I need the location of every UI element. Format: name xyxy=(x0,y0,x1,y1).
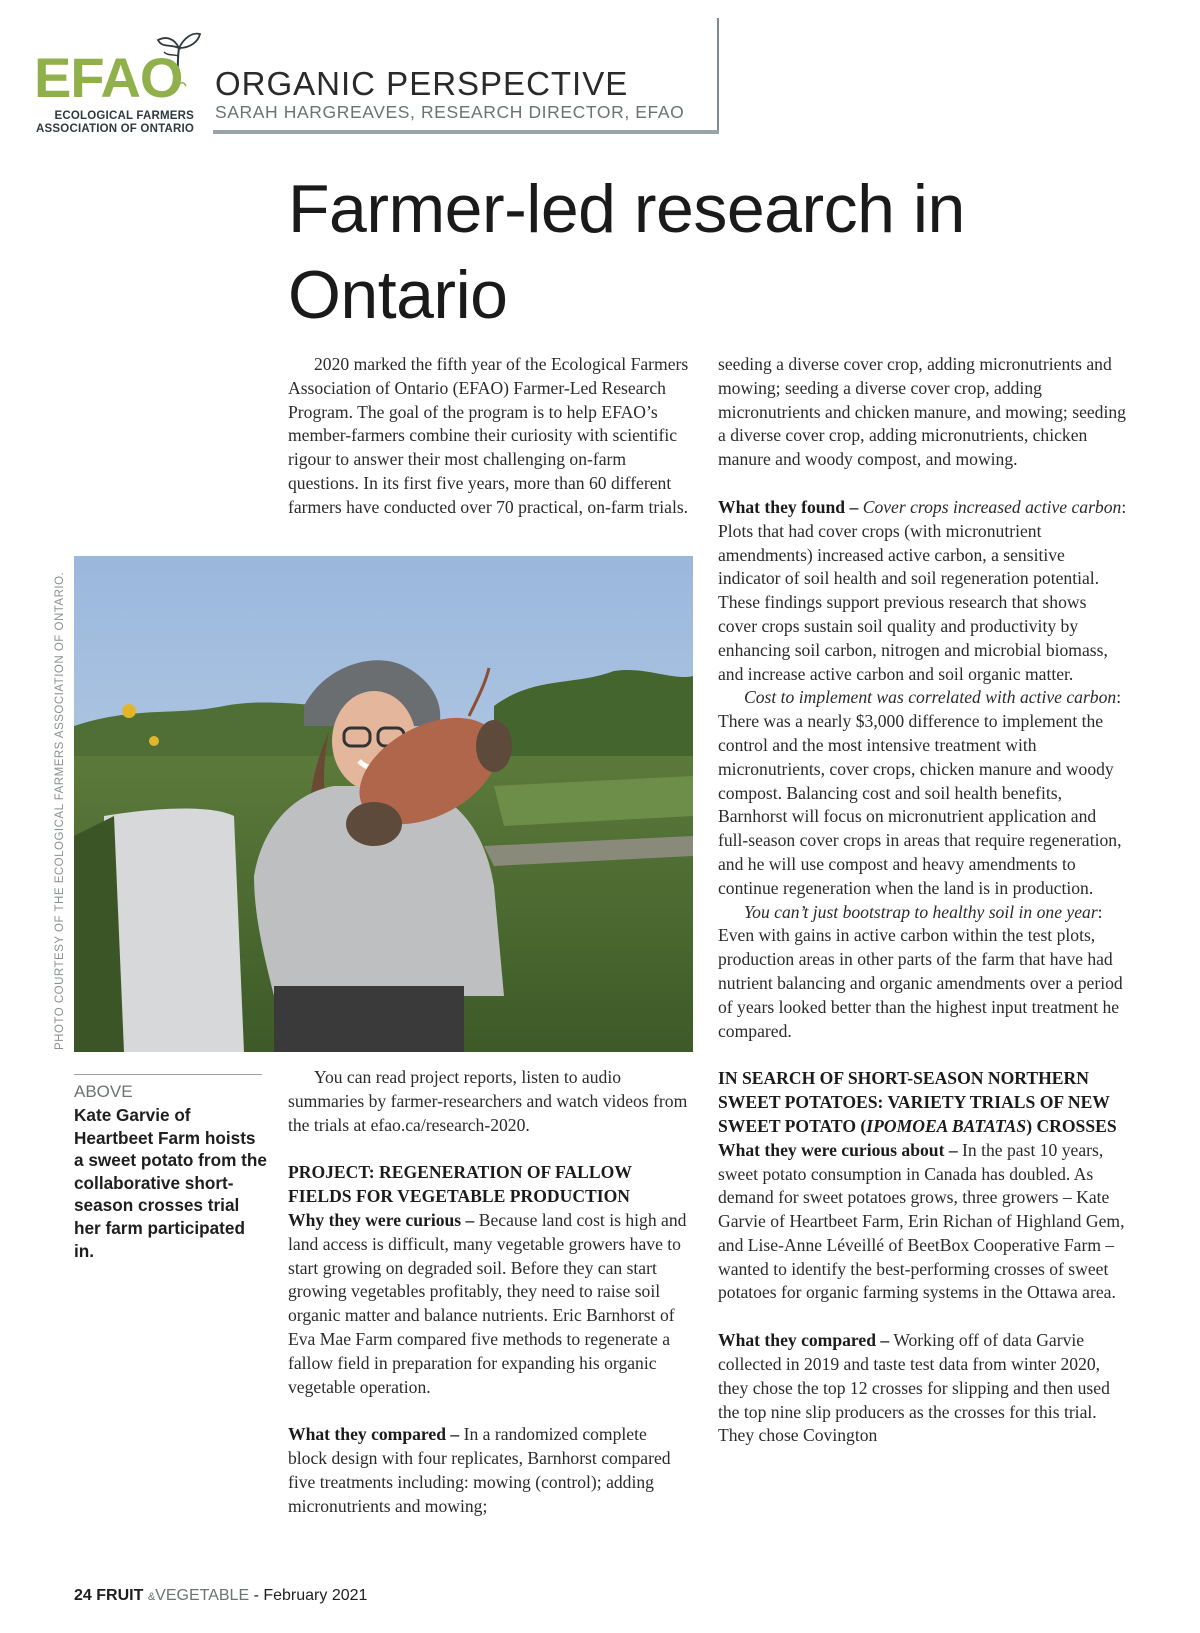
project2-heading-part-a: IN SEARCH OF SHORT-SEASON NORTHERN SWEET POTATOES: VARIETY TRIALS OF NEW SWEET POTATO ( xyxy=(718,1068,1110,1136)
treatments-continued: seeding a diverse cover crop, adding micronutrients and mowing; seeding a diverse cover crop, adding micronutrients and chicken manure, and mowing; seeding a diverse cover crop, adding micronutrients, chicken manure and woody compost, and mowing. xyxy=(718,354,1126,470)
byline: SARAH HARGREAVES, RESEARCH DIRECTOR, EFAO xyxy=(215,102,685,122)
bootstrap-paragraph xyxy=(718,901,1128,1044)
header-divider-horizontal xyxy=(213,130,719,134)
compared2-paragraph xyxy=(718,1329,1128,1448)
cost-text: : There was a nearly $3,000 difference to implement the control and the most intensive treatment with micronutrients, cover crops, chicken manure and woody compost. Balancing cost and soil health benefits, Barnhorst will focus on micronutrient application and full-season cover crops in areas that require regeneration, and he will use compost and heavy amendments to continue regeneration when the land is in production. xyxy=(718,687,1122,898)
reports-paragraph: You can read project reports, listen to audio summaries by farmer-researchers and watch videos from the trials at efao.ca/research-2020. xyxy=(288,1067,688,1135)
cost-paragraph xyxy=(718,686,1128,900)
article-headline: Farmer-led research in Ontario xyxy=(288,171,965,333)
section-kicker: ORGANIC PERSPECTIVE xyxy=(215,65,629,102)
page-footer xyxy=(74,1587,367,1605)
caption-divider xyxy=(74,1074,262,1075)
bootstrap-text: : Even with gains in active carbon within the test plots, production areas in other parts of the farm that have had nutrient balancing and organic amendments over a period of years looked better than the highest input treatment he compared. xyxy=(718,901,1123,1041)
bootstrap-italic: You can’t just bootstrap to healthy soil in one year xyxy=(744,901,1098,922)
logo-wordmark: EFAO xyxy=(34,46,183,109)
logo-subtitle-line2: ASSOCIATION OF ONTARIO xyxy=(36,123,194,135)
efao-logo xyxy=(34,26,199,138)
photo-credit: PHOTO COURTESY OF THE ECOLOGICAL FARMERS ASSOCIATION OF ONTARIO. xyxy=(54,571,66,1050)
compared-paragraph xyxy=(288,1423,690,1518)
magazine-name-vegetable: VEGETABLE xyxy=(155,1587,250,1604)
magazine-name-fruit: FRUIT xyxy=(96,1587,144,1604)
article-column-1-top xyxy=(288,353,690,520)
project1-heading: PROJECT: REGENERATION OF FALLOW FIELDS FOR VEGETABLE PRODUCTION xyxy=(288,1162,632,1207)
issue-date: - February 2021 xyxy=(253,1587,368,1604)
curious2-text: In the past 10 years, sweet potato consumption in Canada has doubled. As demand for sweet potatoes grows, three growers – Kate Garvie of Heartbeet Farm, Erin Richan of Highland Gem, and Lise-Anne Léveillé of BeetBox Cooperative Farm – wanted to identify the best-performing crosses of sweet potatoes for organic farming systems in the Ottawa area. xyxy=(718,1139,1125,1303)
compared-label: What they compared – xyxy=(288,1424,460,1445)
magazine-name-amp: & xyxy=(147,1591,156,1603)
header-divider-vertical xyxy=(717,18,719,134)
farmer-photo xyxy=(74,556,693,1052)
page-number: 24 xyxy=(74,1587,92,1604)
article-column-2 xyxy=(718,353,1128,1448)
photo-caption: Kate Garvie of Heartbeet Farm hoists a sweet potato from the collaborative short-season crosses trial her farm participated in. xyxy=(74,1105,267,1261)
article-column-1-bottom xyxy=(288,1066,690,1519)
compared2-text: Working off of data Garvie collected in 2019 and taste test data from winter 2020, they chose the top 12 crosses for slipping and then used the top nine slip producers as the crosses for this trial. They chose Covington xyxy=(718,1330,1110,1446)
compared-text: In a randomized complete block design with four replicates, Barnhorst compared five treatments including: mowing (control); adding micronutrients and mowing; xyxy=(288,1424,671,1516)
intro-paragraph: 2020 marked the fifth year of the Ecological Farmers Association of Ontario (EFAO) Farmer-Led Research Program. The goal of the program is to help EFAO’s member-farmers combine their curiosity with scientific rigour to answer their most challenging on-farm questions. In its first five years, more than 60 different farmers have conducted over 70 practical, on-farm trials. xyxy=(288,354,689,517)
logo-subtitle xyxy=(36,110,194,136)
project2-heading-part-b: ) CROSSES xyxy=(1026,1115,1117,1136)
curious-label: Why they were curious – xyxy=(288,1209,475,1230)
project2-heading-species: IPOMOEA BATATAS xyxy=(866,1115,1027,1136)
curious-text: Because land cost is high and land access is difficult, many vegetable growers have to start growing on degraded soil. Before they can start growing vegetables profitably, they need to raise soil organic matter and balance nutrients. Eric Barnhorst of Eva Mae Farm compared five methods to regenerate a fallow field in preparation for expanding his organic vegetable operation. xyxy=(288,1209,687,1397)
found-italic: Cover crops increased active carbon xyxy=(862,496,1122,517)
project2-heading xyxy=(718,1067,1128,1138)
found-paragraph xyxy=(718,496,1128,686)
found-text: : Plots that had cover crops (with micronutrient amendments) increased active carbon, a sensitive indicator of soil health and soil regeneration potential. These findings support previous research that shows cover crops sustain soil quality and productivity by enhancing soil carbon, nitrogen and microbial biomass, and increase active carbon and soil organic matter. xyxy=(718,496,1127,684)
found-label: What they found – xyxy=(718,496,859,517)
curious2-paragraph xyxy=(718,1139,1128,1306)
curious-paragraph xyxy=(288,1209,690,1399)
curious2-label: What they were curious about – xyxy=(718,1139,958,1160)
compared2-label: What they compared – xyxy=(718,1330,890,1351)
caption-label: ABOVE xyxy=(74,1082,133,1101)
cost-italic: Cost to implement was correlated with active carbon xyxy=(744,687,1117,708)
logo-subtitle-line1: ECOLOGICAL FARMERS xyxy=(54,110,194,122)
